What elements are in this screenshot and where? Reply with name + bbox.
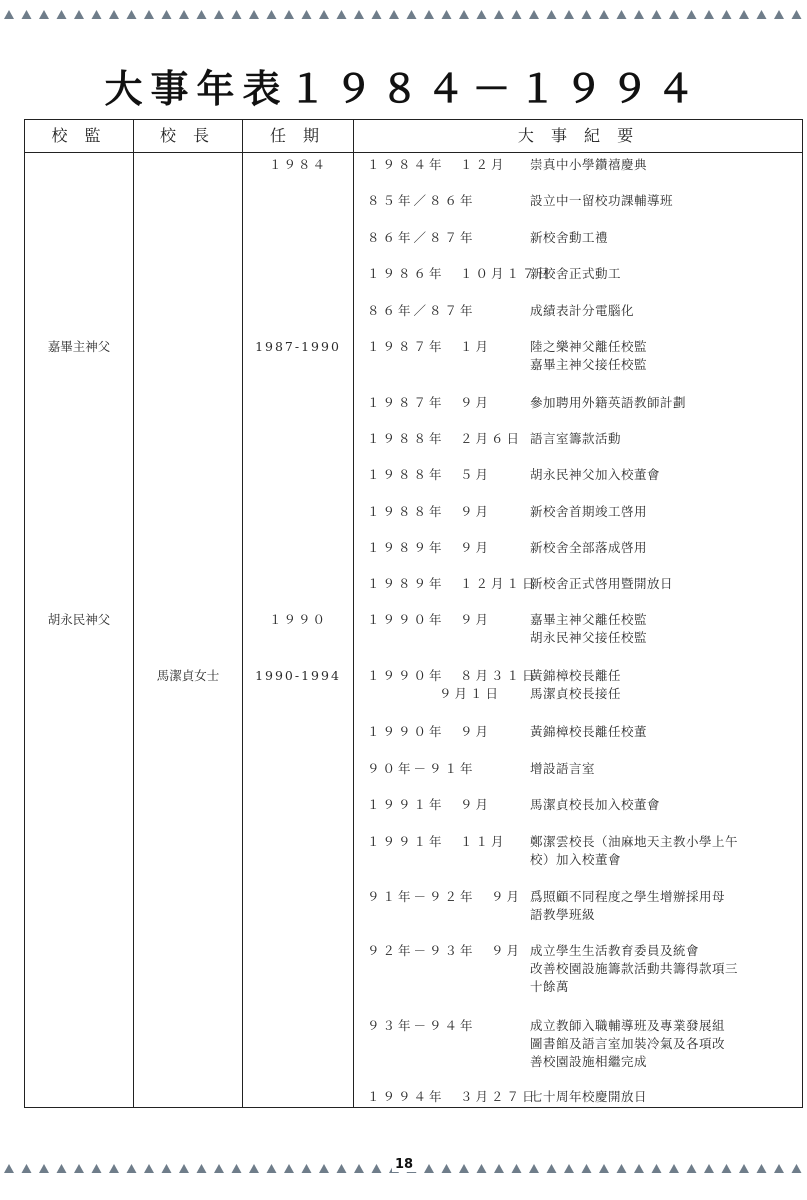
border-triangle [302, 10, 312, 19]
border-triangle [109, 10, 119, 19]
page-title: 大事年表１９８４－１９９４ [104, 67, 703, 111]
event-text: 胡永民神父接任校監 [530, 630, 648, 645]
column-divider [353, 120, 354, 1107]
event-text: 嘉畢主神父離任校監 [530, 612, 648, 627]
border-triangle [354, 1164, 364, 1173]
event-date: ９月１日 [439, 686, 502, 701]
border-triangle [57, 10, 67, 19]
event-text: 成立教師入職輔導班及專業發展組 [530, 1018, 726, 1033]
border-triangle [4, 10, 14, 19]
border-triangle [669, 1164, 679, 1173]
border-triangle [704, 1164, 714, 1173]
event-date: １９９１年 ９月 [367, 797, 492, 812]
event-text: 新校舍正式啓用暨開放日 [530, 576, 674, 591]
border-triangle [197, 1164, 207, 1173]
event-text: 新校舍首期竣工啓用 [530, 504, 648, 519]
border-triangle [267, 10, 277, 19]
border-triangle [547, 1164, 557, 1173]
event-text: 陸之樂神父離任校監 [530, 339, 648, 354]
border-triangle [389, 10, 399, 19]
border-triangle [634, 1164, 644, 1173]
border-triangle [494, 10, 504, 19]
border-triangle [792, 1164, 802, 1173]
border-triangle [407, 10, 417, 19]
border-triangle [477, 10, 487, 19]
event-text: 成立學生生活教育委員及統會 [530, 943, 700, 958]
border-triangle [162, 10, 172, 19]
border-triangle [459, 10, 469, 19]
event-date: １９９０年 ９月 [367, 724, 492, 739]
border-triangle [127, 1164, 137, 1173]
event-date: ８５年／８６年 [367, 193, 476, 208]
border-triangle [232, 1164, 242, 1173]
event-date: １９９０年 ９月 [367, 612, 492, 627]
border-triangle [582, 1164, 592, 1173]
event-date: １９８９年 ９月 [367, 540, 492, 555]
border-triangle [232, 10, 242, 19]
event-text: 圖書館及語言室加裝冷氣及各項改 [530, 1036, 726, 1051]
border-triangle [57, 1164, 67, 1173]
term-value: １９９０ [268, 612, 327, 627]
border-triangle [372, 1164, 382, 1173]
border-triangle [92, 10, 102, 19]
border-triangle [687, 10, 697, 19]
event-date: １９８７年 ９月 [367, 395, 492, 410]
event-text: 馬潔貞校長接任 [530, 686, 622, 701]
border-triangle [512, 1164, 522, 1173]
event-date: ９１年－９２年 ９月 [367, 889, 523, 904]
border-triangle [687, 1164, 697, 1173]
top-triangle-border [0, 4, 807, 24]
border-triangle [144, 1164, 154, 1173]
border-triangle [109, 1164, 119, 1173]
event-text: 增設語言室 [530, 761, 596, 776]
border-triangle [74, 10, 84, 19]
event-text: 設立中一留校功課輔導班 [530, 193, 674, 208]
event-date: １９９１年 １１月 [367, 834, 507, 849]
event-date: ９２年－９３年 ９月 [367, 943, 523, 958]
border-triangle [337, 1164, 347, 1173]
border-triangle [564, 1164, 574, 1173]
term-value: １９８４ [268, 157, 327, 172]
border-triangle [757, 1164, 767, 1173]
border-triangle [127, 10, 137, 19]
border-triangle [144, 10, 154, 19]
border-triangle [582, 10, 592, 19]
border-triangle [39, 1164, 49, 1173]
event-date: ９０年－９１年 [367, 761, 476, 776]
border-triangle [774, 1164, 784, 1173]
border-triangle [39, 10, 49, 19]
event-date: １９９４年 ３月２７日 [367, 1089, 538, 1104]
border-triangle [4, 1164, 14, 1173]
event-text: 新校舍動工禮 [530, 230, 609, 245]
event-text: 爲照顧不同程度之學生增辦採用母 [530, 889, 726, 904]
border-triangle [564, 10, 574, 19]
border-triangle [442, 10, 452, 19]
page-number: 18 [392, 1157, 416, 1172]
event-date: １９８８年 ９月 [367, 504, 492, 519]
border-triangle [337, 10, 347, 19]
border-triangle [319, 10, 329, 19]
header-divider [25, 152, 802, 153]
event-text: 十餘萬 [530, 979, 570, 994]
event-text: 胡永民神父加入校董會 [530, 467, 661, 482]
term-value: 1987-1990 [255, 339, 341, 354]
event-text: 參加聘用外籍英語教師計劃 [530, 395, 687, 410]
event-date: １９８６年 １０月１７日 [367, 266, 554, 281]
event-date: １９８９年 １２月１日 [367, 576, 538, 591]
event-text: 七十周年校慶開放日 [530, 1089, 648, 1104]
event-date: ８６年／８７年 [367, 303, 476, 318]
border-triangle [424, 10, 434, 19]
event-text: 善校園設施相繼完成 [530, 1054, 648, 1069]
event-text: 語教學班級 [530, 907, 596, 922]
event-text: 鄭潔雲校長（油麻地天主教小學上午 [530, 834, 739, 849]
border-triangle [529, 1164, 539, 1173]
event-text: 嘉畢主神父接任校監 [530, 357, 648, 372]
event-date: １９８８年 ５月 [367, 467, 492, 482]
border-triangle [459, 1164, 469, 1173]
event-text: 黃錦樟校長離任 [530, 668, 622, 683]
event-date: １９９０年 ８月３１日 [367, 668, 538, 683]
border-triangle [599, 1164, 609, 1173]
border-triangle [214, 10, 224, 19]
border-triangle [494, 1164, 504, 1173]
column-divider [133, 120, 134, 1107]
border-triangle [267, 1164, 277, 1173]
border-triangle [547, 10, 557, 19]
border-triangle [669, 10, 679, 19]
border-triangle [92, 1164, 102, 1173]
border-triangle [722, 10, 732, 19]
border-triangle [319, 1164, 329, 1173]
border-triangle [529, 10, 539, 19]
border-triangle [739, 1164, 749, 1173]
header-term: 任 期 [269, 126, 326, 145]
border-triangle [214, 1164, 224, 1173]
border-triangle [792, 10, 802, 19]
event-text: 新校舍全部落成啓用 [530, 540, 648, 555]
principal-name: 馬潔貞女士 [156, 668, 220, 683]
border-triangle [634, 10, 644, 19]
border-triangle [22, 10, 32, 19]
event-text: 馬潔貞校長加入校董會 [530, 797, 661, 812]
border-triangle [757, 10, 767, 19]
supervisor-name: 嘉畢主神父 [47, 339, 111, 354]
border-triangle [284, 1164, 294, 1173]
header-principal: 校 長 [159, 126, 216, 145]
border-triangle [774, 10, 784, 19]
border-triangle [179, 1164, 189, 1173]
header-supervisor: 校 監 [51, 126, 107, 145]
border-triangle [74, 1164, 84, 1173]
event-date: ８６年／８７年 [367, 230, 476, 245]
border-triangle [704, 10, 714, 19]
supervisor-name: 胡永民神父 [47, 612, 111, 627]
border-triangle [477, 1164, 487, 1173]
event-text: 改善校園設施籌款活動共籌得款項三 [530, 961, 739, 976]
event-date: ９３年－９４年 [367, 1018, 476, 1033]
border-triangle [442, 1164, 452, 1173]
border-triangle [512, 10, 522, 19]
event-text: 校）加入校董會 [530, 852, 622, 867]
border-triangle [599, 10, 609, 19]
term-value: 1990-1994 [255, 668, 341, 683]
event-text: 崇真中小學鑽禧慶典 [530, 157, 648, 172]
border-triangle [22, 1164, 32, 1173]
border-triangle [197, 10, 207, 19]
border-triangle [179, 10, 189, 19]
event-date: １９８７年 １月 [367, 339, 492, 354]
header-events: 大 事 紀 要 [517, 126, 640, 145]
border-triangle [424, 1164, 434, 1173]
border-triangle [372, 10, 382, 19]
border-triangle [302, 1164, 312, 1173]
border-triangle [249, 1164, 259, 1173]
border-triangle [722, 1164, 732, 1173]
border-triangle [284, 10, 294, 19]
border-triangle [617, 1164, 627, 1173]
event-text: 成績表計分電腦化 [530, 303, 635, 318]
chronology-table [24, 119, 803, 1108]
event-text: 新校舍正式動工 [530, 266, 622, 281]
border-triangle [617, 10, 627, 19]
border-triangle [354, 10, 364, 19]
event-date: １９８４年 １２月 [367, 157, 507, 172]
event-date: １９８８年 ２月６日 [367, 431, 523, 446]
border-triangle [249, 10, 259, 19]
event-text: 黃錦樟校長離任校董 [530, 724, 648, 739]
border-triangle [652, 1164, 662, 1173]
event-text: 語言室籌款活動 [530, 431, 622, 446]
border-triangle [652, 10, 662, 19]
border-triangle [739, 10, 749, 19]
border-triangle [162, 1164, 172, 1173]
